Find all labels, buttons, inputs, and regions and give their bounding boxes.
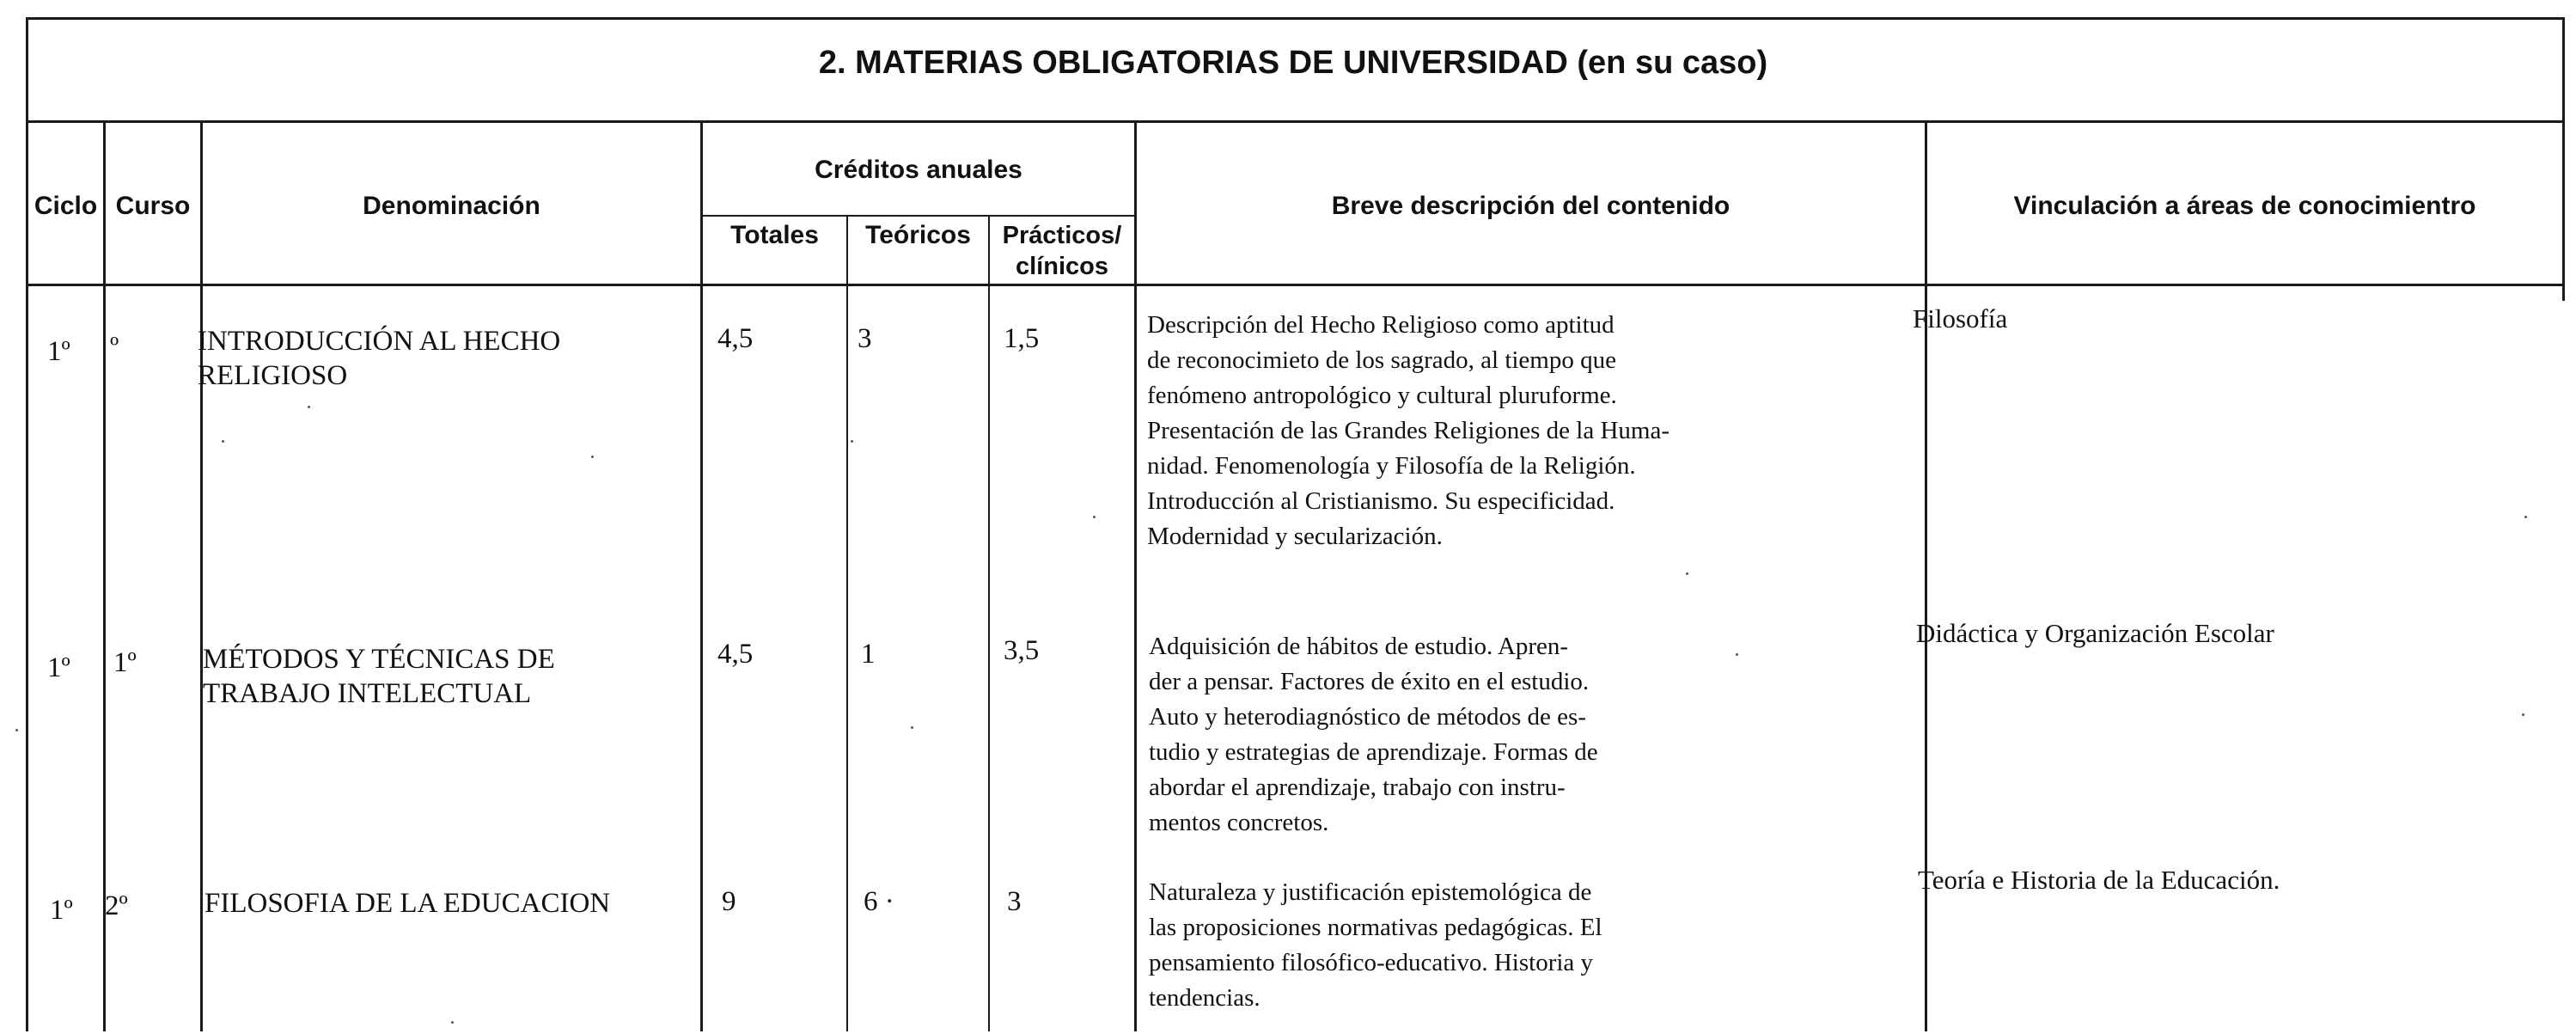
- row1-denominacion: INTRODUCCIÓN AL HECHO RELIGIOSO: [198, 326, 561, 391]
- row2-area: Didáctica y Organización Escolar: [1916, 618, 2274, 648]
- scan-speck: [2524, 516, 2527, 518]
- table-top-border: [26, 17, 2565, 20]
- header-curso: Curso: [115, 192, 191, 220]
- header-descripcion: Breve descripción del contenido: [1331, 192, 1731, 220]
- row3-practicos: 3: [1007, 886, 1022, 917]
- scan-speck: [1736, 653, 1738, 656]
- row1-teoricos: 3: [858, 323, 872, 354]
- header-ciclo: Ciclo: [34, 192, 98, 220]
- row2-totales: 4,5: [717, 639, 754, 670]
- header-denominacion: Denominación: [363, 192, 540, 220]
- row3-area: Teoría e Historia de la Educación.: [1918, 865, 2280, 895]
- table-right-border: [2562, 17, 2565, 301]
- scan-speck: [591, 456, 594, 458]
- row2-denominacion: MÉTODOS Y TÉCNICAS DE TRABAJO INTELECTUAL: [203, 644, 555, 709]
- row3-ciclo: 1º: [50, 895, 73, 926]
- table-left-border: [26, 17, 28, 1031]
- col-divider-totales: [846, 215, 848, 1031]
- creditos-sub-rule: [700, 215, 1135, 217]
- header-bottom-rule: [26, 284, 2565, 286]
- scan-speck: [222, 440, 224, 443]
- row3-teoricos: 6 ·: [864, 886, 894, 917]
- scan-speck: [1093, 516, 1096, 518]
- row3-curso: 2º: [105, 890, 128, 921]
- row1-curso: º: [110, 332, 119, 363]
- row3-descripcion: Naturaleza y justificación epistemológica de las proposiciones normativas pedagógicas. El pensamiento filosófico-educativo. Historia y tendencias.: [1149, 878, 1602, 1012]
- scan-speck: [451, 1021, 454, 1024]
- header-vinculacion: Vinculación a áreas de conocimientro: [2013, 192, 2476, 220]
- header-teoricos: Teóricos: [865, 221, 971, 249]
- scan-speck: [15, 729, 18, 731]
- row2-ciclo: 1º: [47, 652, 70, 683]
- row2-descripcion: Adquisición de hábitos de estudio. Apren- der a pensar. Factores de éxito en el estudio. Auto y heterodiagnóstico de métodos de es- tudio y estrategias de aprendizaje. Formas de abordar el aprendizaje, trabajo con instru- mentos concretos.: [1149, 633, 1598, 836]
- col-divider-curso: [200, 120, 203, 1031]
- row3-denominacion: FILOSOFIA DE LA EDUCACION: [204, 888, 611, 919]
- row2-curso: 1º: [113, 647, 137, 678]
- scan-speck: [2522, 713, 2524, 716]
- col-divider-denominacion: [700, 120, 703, 1031]
- row2-practicos: 3,5: [1004, 635, 1040, 666]
- row2-teoricos: 1: [861, 639, 876, 670]
- header-practicos: Prácticos/ clínicos: [1002, 222, 1122, 281]
- row1-ciclo: 1º: [47, 336, 70, 367]
- table-title: 2. MATERIAS OBLIGATORIAS DE UNIVERSIDAD (en su caso): [818, 45, 1768, 81]
- row1-totales: 4,5: [717, 323, 754, 354]
- row1-descripcion: Descripción del Hecho Religioso como aptitud de reconocimieto de los sagrado, al tiempo que fenómeno antropológico y cultural pluruforme. Presentación de las Grandes Religiones de la Huma- nidad. Fenomenología y Filosofía de la Religión. Introducción al Cristianismo. Su especificidad. Modernidad y secularización.: [1147, 311, 1670, 550]
- row1-practicos: 1,5: [1004, 323, 1040, 354]
- scan-speck: [911, 726, 913, 729]
- scan-speck: [308, 406, 310, 408]
- row1-area: Filosofía: [1913, 303, 2008, 333]
- col-divider-teoricos: [988, 215, 990, 1031]
- title-bottom-rule: [26, 120, 2565, 123]
- header-totales: Totales: [730, 221, 819, 249]
- scan-speck: [1686, 572, 1688, 575]
- header-creditos-anuales: Créditos anuales: [815, 156, 1022, 184]
- row3-totales: 9: [722, 886, 736, 917]
- scan-speck: [851, 440, 853, 443]
- col-divider-practicos: [1134, 120, 1137, 1031]
